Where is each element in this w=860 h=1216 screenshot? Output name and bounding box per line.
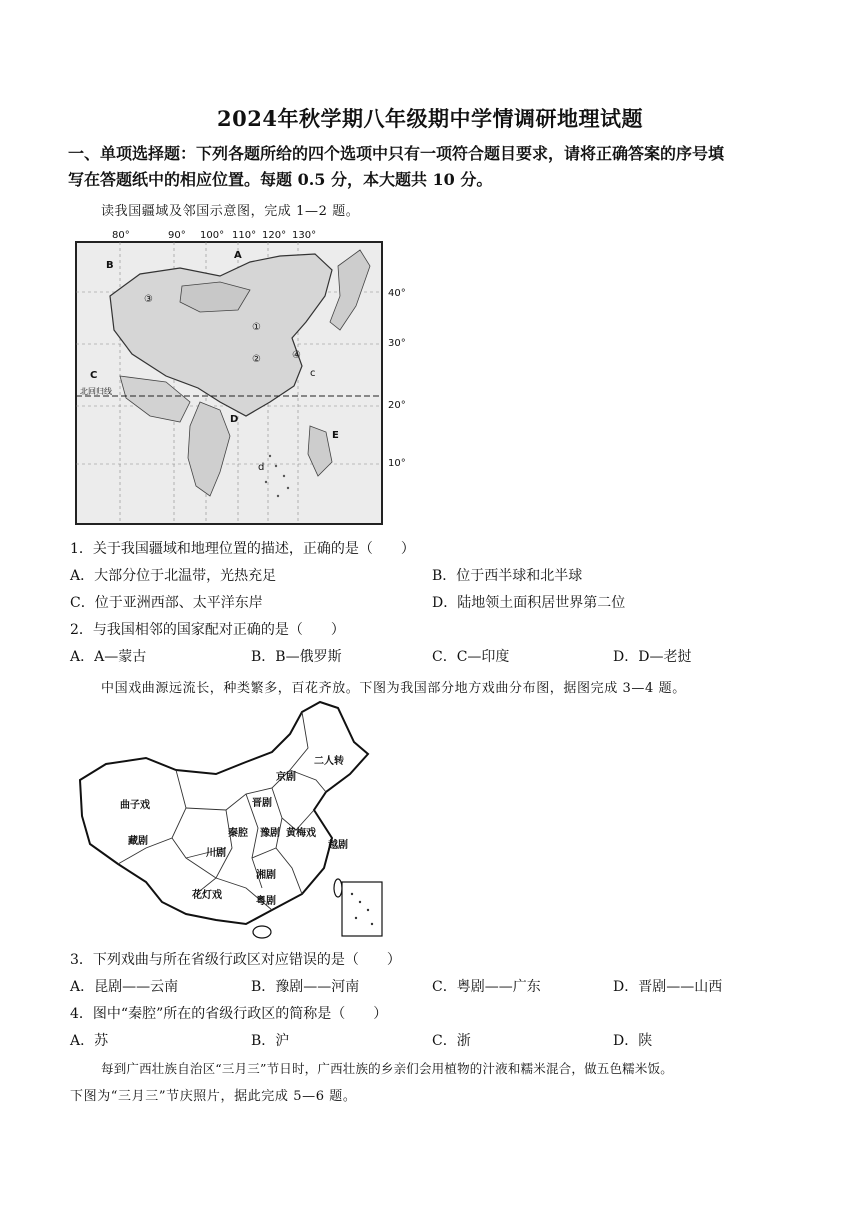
latitude-tick-labels (388, 288, 406, 469)
opera-label-chuanju: 川剧 (206, 848, 226, 859)
label-E: E (332, 430, 339, 441)
q1-option-d[interactable]: D．陆地领土面积居世界第二位 (432, 595, 626, 611)
intro-photo-line1: 每到广西壮族自治区“三月三”节日时，广西壮族的乡亲们会用植物的汁液和糯米混合，做五色糯米饭。 (101, 1061, 673, 1076)
opera-label-yueju-zhejiang: 越剧 (328, 840, 348, 851)
q2-option-c[interactable]: C．C—印度 (432, 649, 510, 665)
q4-option-d[interactable]: D．陕 (613, 1033, 653, 1049)
label-num3: ③ (144, 294, 153, 305)
taiwan-island (334, 879, 342, 897)
opera-label-jinju: 晋剧 (252, 798, 272, 809)
q3-stem: 3．下列戏曲与所在省级行政区对应错误的是（ ） (70, 952, 401, 968)
opera-label-yuju: 豫剧 (260, 828, 280, 839)
lon-130: 130° (292, 230, 317, 241)
opera-label-xiangju: 湘剧 (256, 870, 276, 881)
south-sea-inset (342, 882, 382, 936)
opera-label-yueju-guangdong: 粤剧 (256, 896, 276, 907)
label-D: D (230, 414, 239, 425)
lat-30: 30° (388, 338, 406, 349)
lat-10: 10° (388, 458, 406, 469)
opera-map (76, 698, 394, 942)
lon-90: 90° (168, 230, 186, 241)
opera-label-huangmeixi: 黄梅戏 (286, 828, 316, 839)
section-instructions-line2: 写在答题纸中的相应位置。每题 0.5 分，本大题共 10 分。 (68, 170, 493, 189)
territory-map-figure (70, 226, 410, 532)
label-A: A (234, 250, 242, 261)
opera-label-zangju: 藏剧 (128, 836, 148, 847)
lon-100: 100° (200, 230, 225, 241)
q4-stem: 4．图中“秦腔”所在的省级行政区的简称是（ ） (70, 1006, 388, 1022)
q1-option-c[interactable]: C．位于亚洲西部、太平洋东岸 (70, 595, 263, 611)
label-c: c (310, 368, 316, 379)
intro-map1: 读我国疆域及邻国示意图，完成 1—2 题。 (101, 204, 360, 219)
q1-stem: 1．关于我国疆域和地理位置的描述，正确的是（ ） (70, 541, 415, 557)
opera-label-huadengxi: 花灯戏 (192, 890, 222, 901)
intro-photo-line2: 下图为“三月三”节庆照片，据此完成 5—6 题。 (70, 1089, 357, 1104)
lon-80: 80° (112, 230, 130, 241)
opera-map-figure (76, 698, 394, 942)
q2-option-a[interactable]: A．A—蒙古 (70, 649, 147, 665)
q2-option-b[interactable]: B．B—俄罗斯 (251, 649, 342, 665)
q3-option-a[interactable]: A．昆剧——云南 (70, 979, 179, 995)
q4-option-b[interactable]: B．沪 (251, 1033, 290, 1049)
lon-110: 110° (232, 230, 257, 241)
lat-20: 20° (388, 400, 406, 411)
lon-120: 120° (262, 230, 287, 241)
q4-option-a[interactable]: A．苏 (70, 1033, 109, 1049)
intro-map2: 中国戏曲源远流长，种类繁多，百花齐放。下图为我国部分地方戏曲分布图，据图完成 3—4 题。 (101, 681, 686, 696)
label-num2: ② (252, 354, 261, 365)
opera-label-jingju: 京剧 (276, 772, 296, 783)
label-tropic: 北回归线 (80, 387, 112, 396)
label-C: C (90, 370, 98, 381)
section-instructions-line1: 一、单项选择题：下列各题所给的四个选项中只有一项符合题目要求，请将正确答案的序号填 (68, 144, 725, 163)
lat-40: 40° (388, 288, 406, 299)
q3-option-c[interactable]: C．粤剧——广东 (432, 979, 541, 995)
q1-option-a[interactable]: A．大部分位于北温带，光热充足 (70, 568, 277, 584)
label-num4: ④ (292, 350, 301, 361)
opera-label-quzixi: 曲子戏 (120, 800, 150, 811)
longitude-tick-labels (112, 230, 316, 241)
q2-stem: 2．与我国相邻的国家配对正确的是（ ） (70, 622, 345, 638)
territory-map (70, 226, 410, 532)
exam-title: 2024年秋学期八年级期中学情调研地理试题 (217, 106, 643, 131)
label-d: d (258, 462, 265, 473)
q2-option-d[interactable]: D．D—老挝 (613, 649, 692, 665)
opera-label-errenzhuan: 二人转 (314, 756, 344, 767)
hainan-island (253, 926, 271, 938)
label-num1: ① (252, 322, 261, 333)
opera-label-qinqiang: 秦腔 (228, 828, 248, 839)
q1-option-b[interactable]: B．位于西半球和北半球 (432, 568, 583, 584)
q3-option-b[interactable]: B．豫剧——河南 (251, 979, 360, 995)
china-outline (80, 702, 368, 924)
label-B: B (106, 260, 114, 271)
q3-option-d[interactable]: D．晋剧——山西 (613, 979, 723, 995)
q4-option-c[interactable]: C．浙 (432, 1033, 471, 1049)
